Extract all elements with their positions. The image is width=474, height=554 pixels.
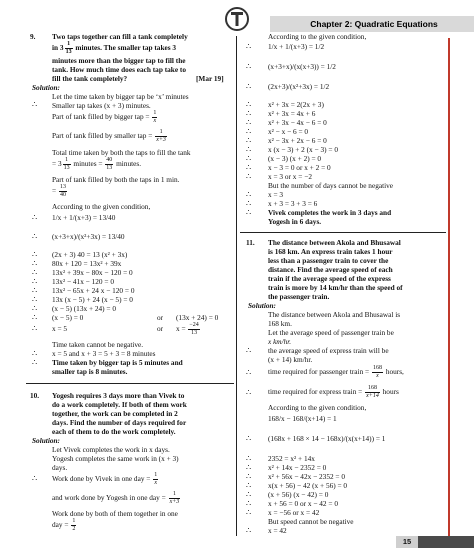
equation: x = 5 [52, 324, 68, 333]
solution-line: Part of tank filled by both the taps in 1 min. [52, 175, 180, 184]
equation: 13x² − 65x + 24 x − 120 = 0 [52, 286, 135, 295]
section-divider [26, 383, 234, 384]
equation: x = $\frac{-24}{13}$ [176, 322, 199, 336]
equation: 1/x + 1/(x+3) = 13/40 [52, 213, 116, 222]
therefore-symbol: ∴ [32, 277, 38, 286]
therefore-symbol: ∴ [246, 199, 252, 208]
therefore-symbol: ∴ [246, 481, 252, 490]
question-text: Yogesh requires 3 days more than Vivek to [52, 391, 185, 400]
therefore-symbol: ∴ [246, 508, 252, 517]
solution-line: Let Vivek completes the work in x days. [52, 445, 170, 454]
solution-line: (x + 14) km/hr. [268, 355, 313, 364]
therefore-symbol: ∴ [246, 526, 252, 535]
therefore-symbol: ∴ [32, 295, 38, 304]
equation: x² + 3x = 2(2x + 3) [268, 100, 324, 109]
solution-line: time required for passenger train = $\frac{168}{x}$ hours, [268, 365, 404, 379]
solution-line: and work done by Yogesh in one day = $\frac{1}{x+3}$ [52, 491, 180, 505]
therefore-symbol: ∴ [246, 82, 252, 91]
solution-line: According to the given condition, [268, 32, 367, 41]
chapter-title: Chapter 2: Quadratic Equations [310, 19, 438, 29]
therefore-symbol: ∴ [246, 42, 252, 51]
solution-line: But the number of days cannot be negative [268, 181, 394, 190]
solution-line: Work done by both of them together in one [52, 509, 178, 518]
equation: or [157, 324, 164, 333]
equation: x² − 3x + 2x − 6 = 0 [268, 136, 327, 145]
therefore-symbol: ∴ [246, 145, 252, 154]
therefore-symbol: ∴ [246, 388, 252, 397]
question-text: less than a passenger train to cover the [268, 256, 389, 265]
solution-line: The distance between Akola and Bhusawal is [268, 310, 401, 319]
equation: x + 56 = 0 or x − 42 = 0 [268, 499, 338, 508]
solution-line: But speed cannot be negative [268, 517, 354, 526]
therefore-symbol: ∴ [32, 286, 38, 295]
solution-line: Part of tank filled by smaller tap = $\frac{1}{x+3}$ [52, 129, 166, 143]
solution-line: Total time taken by both the taps to fill the tank [52, 148, 191, 157]
therefore-symbol: ∴ [246, 472, 252, 481]
answer-line: Vivek completes the work in 3 days and [268, 208, 392, 217]
question-text: each of them to do the work completely. [52, 427, 176, 436]
question-text: Two taps together can fill a tank completely [52, 32, 188, 41]
solution-heading: Solution: [32, 436, 60, 445]
therefore-symbol: ∴ [246, 100, 252, 109]
margin-rule [448, 38, 450, 536]
therefore-symbol: ∴ [246, 346, 252, 355]
therefore-symbol: ∴ [246, 190, 252, 199]
equation: 1/x + 1/(x+3) = 1/2 [268, 42, 325, 51]
therefore-symbol: ∴ [246, 368, 252, 377]
equation: x = 3 or x = −2 [268, 172, 312, 181]
solution-heading: Solution: [32, 83, 60, 92]
solution-line: x = 5 and x + 3 = 5 + 3 = 8 minutes [52, 349, 156, 358]
therefore-symbol: ∴ [32, 474, 38, 483]
solution-line: Yogesh completes the same work in (x + 3) [52, 454, 179, 463]
equation: x + 3 = 3 + 3 = 6 [268, 199, 318, 208]
solution-line: x km/hr. [268, 337, 292, 346]
solution-line: days. [52, 463, 68, 472]
equation: x² + 14x − 2352 = 0 [268, 463, 327, 472]
solution-heading: Solution: [248, 301, 276, 310]
therefore-symbol: ∴ [246, 154, 252, 163]
answer-line: smaller tap is 8 minutes. [52, 367, 128, 376]
solution-line: According to the given condition, [268, 403, 367, 412]
therefore-symbol: ∴ [246, 172, 252, 181]
therefore-symbol: ∴ [246, 499, 252, 508]
footer-bar [418, 536, 474, 548]
equation: x(x + 56) − 42 (x + 56) = 0 [268, 481, 348, 490]
therefore-symbol: ∴ [246, 490, 252, 499]
therefore-symbol: ∴ [246, 163, 252, 172]
therefore-symbol: ∴ [246, 434, 252, 443]
solution-line: time required for express train = $\frac{168}{x+14}$ hours [268, 385, 399, 399]
solution-line: Let the average speed of passenger train be [268, 328, 394, 337]
publisher-logo-icon [224, 6, 250, 32]
equation: 13x² + 39x − 80x − 120 = 0 [52, 268, 133, 277]
equation: x² + 3x − 4x − 6 = 0 [268, 118, 327, 127]
solution-line: Let the time taken by bigger tap be ‘x’ minutes [52, 92, 189, 101]
therefore-symbol: ∴ [246, 127, 252, 136]
equation: (x+3+x)/(x(x+3)) = 1/2 [268, 62, 336, 71]
equation: (x+3+x)/(x²+3x) = 13/40 [52, 232, 125, 241]
solution-line: day = $\frac{1}{2}$ [52, 518, 76, 532]
equation: 13x² − 41x − 120 = 0 [52, 277, 114, 286]
equation: (x + 56) (x − 42) = 0 [268, 490, 329, 499]
solution-line: According to the given condition, [52, 202, 151, 211]
therefore-symbol: ∴ [32, 213, 38, 222]
therefore-symbol: ∴ [32, 100, 38, 109]
therefore-symbol: ∴ [32, 232, 38, 241]
therefore-symbol: ∴ [32, 324, 38, 333]
solution-line: = $\frac{13}{40}$ [52, 184, 66, 198]
therefore-symbol: ∴ [246, 136, 252, 145]
equation: x = 42 [268, 526, 287, 535]
solution-line: Part of tank filled by bigger tap = $\frac{1}{x}$ [52, 110, 157, 124]
answer-line: Yogesh in 6 days. [268, 217, 322, 226]
column-divider [236, 36, 237, 536]
therefore-symbol: ∴ [246, 118, 252, 127]
question-text: minutes more than the bigger tap to fill the [52, 56, 186, 65]
equation: x (x − 3) + 2 (x − 3) = 0 [268, 145, 338, 154]
question-text: train is more by 14 km/hr than the speed of [268, 283, 403, 292]
equation: x = 3 [268, 190, 284, 199]
equation: x² + 3x = 4x + 6 [268, 109, 316, 118]
equation: (x − 5) = 0 [52, 313, 84, 322]
therefore-symbol: ∴ [246, 62, 252, 71]
equation: x² + 56x − 42x − 2352 = 0 [268, 472, 346, 481]
question-text: the passenger train. [268, 292, 330, 301]
therefore-symbol: ∴ [32, 268, 38, 277]
therefore-symbol: ∴ [32, 358, 38, 367]
question-text: together, the work can be completed in 2 [52, 409, 178, 418]
solution-line: = 3 $\frac{1}{13}$ minutes = $\frac{40}{13}$ minutes. [52, 157, 142, 171]
question-text: do a work completely. If both of them work [52, 400, 187, 409]
solution-line: the average speed of express train will be [268, 346, 389, 355]
question-text: in 3 $\frac{1}{13}$ minutes. The smaller tap takes 3 [52, 41, 177, 55]
question-number: 10. [30, 391, 40, 400]
therefore-symbol: ∴ [246, 109, 252, 118]
equation: (2x+3)/(x²+3x) = 1/2 [268, 82, 330, 91]
question-text: fill the tank completely? [52, 74, 128, 83]
question-number: 9. [30, 32, 36, 41]
therefore-symbol: ∴ [246, 454, 252, 463]
question-text: train if the average speed of the express [268, 274, 391, 283]
solution-line: Time taken cannot be negative. [52, 340, 144, 349]
equation: (168x + 168 × 14 − 168x)/(x(x+14)) = 1 [268, 434, 386, 443]
equation: x = −56 or x = 42 [268, 508, 320, 517]
therefore-symbol: ∴ [32, 259, 38, 268]
page-number: 15 [396, 536, 418, 548]
equation: or [157, 313, 164, 322]
question-number: 11. [246, 238, 255, 247]
question-text: tank. How much time does each tap take to [52, 65, 186, 74]
equation: 2352 = x² + 14x [268, 454, 315, 463]
equation: (x − 3) (x + 2) = 0 [268, 154, 322, 163]
therefore-symbol: ∴ [246, 208, 252, 217]
solution-line: Work done by Vivek in one day = $\frac{1}{x}$ [52, 472, 158, 486]
therefore-symbol: ∴ [32, 349, 38, 358]
question-text: The distance between Akola and Bhusawal [268, 238, 401, 247]
exam-tag: [Mar 19] [196, 74, 224, 83]
equation: 13x (x − 5) + 24 (x − 5) = 0 [52, 295, 133, 304]
equation: 80x + 120 = 13x² + 39x [52, 259, 122, 268]
answer-line: Time taken by bigger tap is 5 minutes and [52, 358, 183, 367]
equation: (x − 5) (13x + 24) = 0 [52, 304, 117, 313]
equation: 168/x − 168/(x+14) = 1 [268, 414, 337, 423]
therefore-symbol: ∴ [32, 250, 38, 259]
question-text: is 168 km. An express train takes 1 hour [268, 247, 393, 256]
therefore-symbol: ∴ [246, 463, 252, 472]
equation: (13x + 24) = 0 [176, 313, 219, 322]
equation: x² − x − 6 = 0 [268, 127, 309, 136]
question-text: distance. Find the average speed of each [268, 265, 393, 274]
therefore-symbol: ∴ [32, 313, 38, 322]
equation: x − 3 = 0 or x + 2 = 0 [268, 163, 331, 172]
section-divider [240, 232, 446, 233]
solution-line: 168 km. [268, 319, 292, 328]
equation: (2x + 3) 40 = 13 (x² + 3x) [52, 250, 128, 259]
therefore-symbol: ∴ [32, 304, 38, 313]
question-text: days. Find the number of days required for [52, 418, 187, 427]
solution-line: Smaller tap takes (x + 3) minutes. [52, 101, 151, 110]
